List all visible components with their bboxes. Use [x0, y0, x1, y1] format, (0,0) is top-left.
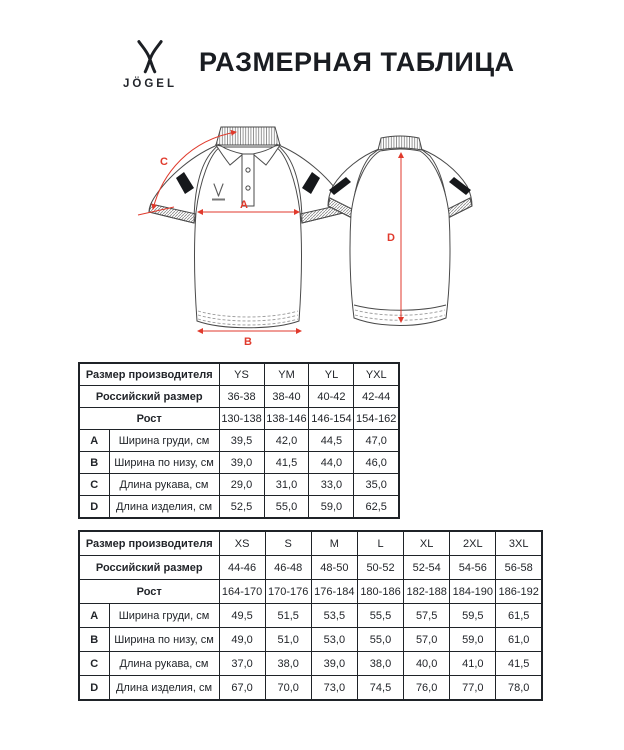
- size-code: L: [357, 531, 403, 556]
- row-parameter: Ширина по низу, см: [109, 628, 219, 652]
- cell: 74,5: [357, 676, 403, 701]
- cell: 40-42: [309, 386, 354, 408]
- brand-name: JÖGEL: [123, 78, 177, 90]
- row-parameter: Ширина груди, см: [109, 604, 219, 628]
- cell: 164-170: [219, 580, 265, 604]
- cell: 78,0: [496, 676, 542, 701]
- cell: 182-188: [404, 580, 450, 604]
- cell: 70,0: [265, 676, 311, 701]
- cell: 57,0: [404, 628, 450, 652]
- table-row: [79, 531, 542, 556]
- table-row: [79, 604, 542, 628]
- header-manufacturer-size: Размер производителя: [79, 531, 219, 556]
- measure-b-label: B: [244, 336, 252, 348]
- cell: 170-176: [265, 580, 311, 604]
- cell: 39,5: [219, 430, 264, 452]
- cell: 46-48: [265, 556, 311, 580]
- measure-d-label: D: [387, 232, 395, 244]
- row-letter: C: [79, 474, 109, 496]
- table-row: [79, 474, 399, 496]
- cell: 61,5: [496, 604, 542, 628]
- size-code: 3XL: [496, 531, 542, 556]
- table-row: [79, 496, 399, 519]
- size-code: XS: [219, 531, 265, 556]
- cell: 41,0: [450, 652, 496, 676]
- jogel-logo-icon: [134, 40, 166, 76]
- cell: 67,0: [219, 676, 265, 701]
- cell: 59,5: [450, 604, 496, 628]
- table-row: [79, 430, 399, 452]
- row-letter: D: [79, 676, 109, 701]
- cell: 38-40: [264, 386, 309, 408]
- back-body: [350, 149, 450, 326]
- cell: 57,5: [404, 604, 450, 628]
- cell: 54-56: [450, 556, 496, 580]
- row-parameter: Ширина по низу, см: [109, 452, 219, 474]
- cell: 38,0: [265, 652, 311, 676]
- cell: 41,5: [264, 452, 309, 474]
- cell: 61,0: [496, 628, 542, 652]
- size-code: YS: [219, 363, 264, 386]
- cell: 138-146: [264, 408, 309, 430]
- size-code: M: [311, 531, 357, 556]
- cell: 52-54: [404, 556, 450, 580]
- cell: 44-46: [219, 556, 265, 580]
- row-parameter: Длина изделия, см: [109, 676, 219, 701]
- measure-a-label: A: [240, 199, 248, 211]
- size-code: YXL: [354, 363, 399, 386]
- cell: 130-138: [219, 408, 264, 430]
- cell: 31,0: [264, 474, 309, 496]
- size-code: YM: [264, 363, 309, 386]
- cell: 49,0: [219, 628, 265, 652]
- cell: 56-58: [496, 556, 542, 580]
- back-shirt-diagram: [325, 122, 485, 337]
- cell: 76,0: [404, 676, 450, 701]
- cell: 29,0: [219, 474, 264, 496]
- cell: 42,0: [264, 430, 309, 452]
- cell: 146-154: [309, 408, 354, 430]
- cell: 176-184: [311, 580, 357, 604]
- cell: 37,0: [219, 652, 265, 676]
- row-letter: A: [79, 430, 109, 452]
- cell: 186-192: [496, 580, 542, 604]
- table-row: [79, 676, 542, 701]
- cell: 38,0: [357, 652, 403, 676]
- table-row: [79, 452, 399, 474]
- cell: 40,0: [404, 652, 450, 676]
- cell: 36-38: [219, 386, 264, 408]
- cell: 53,5: [311, 604, 357, 628]
- row-letter: D: [79, 496, 109, 519]
- cell: 62,5: [354, 496, 399, 519]
- cell: 33,0: [309, 474, 354, 496]
- cell: 39,0: [311, 652, 357, 676]
- header-height: Рост: [79, 580, 219, 604]
- table-row: [79, 580, 542, 604]
- cell: 180-186: [357, 580, 403, 604]
- cell: 59,0: [309, 496, 354, 519]
- table-row: [79, 628, 542, 652]
- cell: 53,0: [311, 628, 357, 652]
- cell: 51,0: [265, 628, 311, 652]
- cell: 44,0: [309, 452, 354, 474]
- cell: 39,0: [219, 452, 264, 474]
- brand-logo: [116, 40, 184, 90]
- cell: 35,0: [354, 474, 399, 496]
- measure-c-label: C: [160, 156, 168, 168]
- table-row: [79, 652, 542, 676]
- cell: 44,5: [309, 430, 354, 452]
- cell: 42-44: [354, 386, 399, 408]
- table-row: [79, 386, 399, 408]
- table-row: [79, 408, 399, 430]
- cell: 49,5: [219, 604, 265, 628]
- size-table-youth: [78, 362, 400, 519]
- cell: 48-50: [311, 556, 357, 580]
- cell: 59,0: [450, 628, 496, 652]
- header-height: Рост: [79, 408, 219, 430]
- header-manufacturer-size: Размер производителя: [79, 363, 219, 386]
- cell: 55,0: [264, 496, 309, 519]
- row-parameter: Длина рукава, см: [109, 474, 219, 496]
- row-parameter: Ширина груди, см: [109, 430, 219, 452]
- back-collar: [378, 136, 422, 150]
- row-letter: B: [79, 452, 109, 474]
- size-code: XL: [404, 531, 450, 556]
- table-row: [79, 363, 399, 386]
- header-russian-size: Российский размер: [79, 386, 219, 408]
- size-code: 2XL: [450, 531, 496, 556]
- page-title: РАЗМЕРНАЯ ТАБЛИЦА: [199, 47, 515, 77]
- row-letter: A: [79, 604, 109, 628]
- table-row: [79, 556, 542, 580]
- cell: 50-52: [357, 556, 403, 580]
- cell: 73,0: [311, 676, 357, 701]
- cell: 154-162: [354, 408, 399, 430]
- header-russian-size: Российский размер: [79, 556, 219, 580]
- cell: 55,5: [357, 604, 403, 628]
- row-letter: B: [79, 628, 109, 652]
- row-parameter: Длина изделия, см: [109, 496, 219, 519]
- cell: 77,0: [450, 676, 496, 701]
- cell: 184-190: [450, 580, 496, 604]
- cell: 52,5: [219, 496, 264, 519]
- row-parameter: Длина рукава, см: [109, 652, 219, 676]
- cell: 55,0: [357, 628, 403, 652]
- row-letter: C: [79, 652, 109, 676]
- size-code: YL: [309, 363, 354, 386]
- cell: 41,5: [496, 652, 542, 676]
- cell: 51,5: [265, 604, 311, 628]
- cell: 47,0: [354, 430, 399, 452]
- size-code: S: [265, 531, 311, 556]
- cell: 46,0: [354, 452, 399, 474]
- size-table-adult: [78, 530, 543, 701]
